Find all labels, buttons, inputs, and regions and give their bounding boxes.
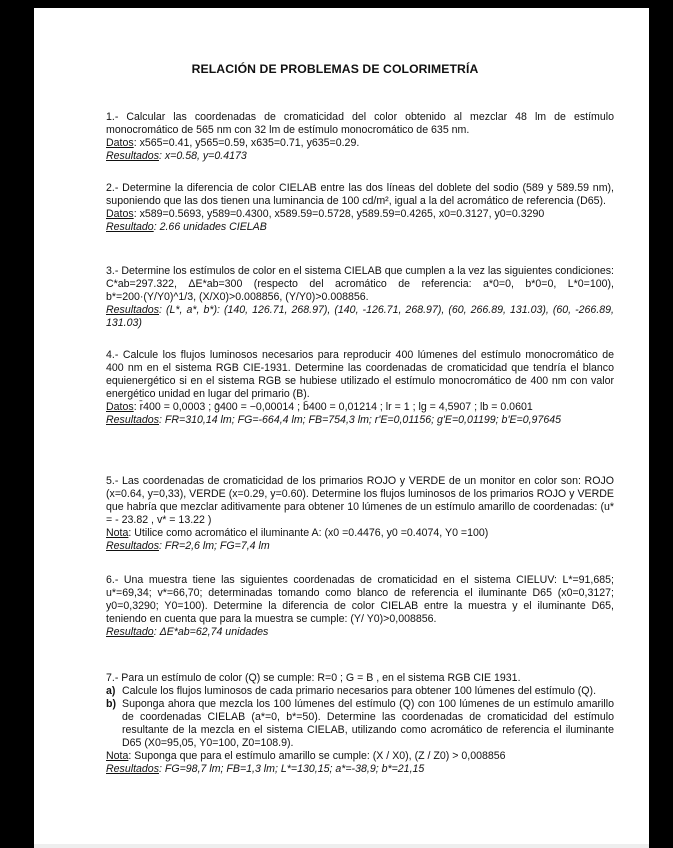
problem-result: : (L*, a*, b*): (140, 126.71, 268.97), (140, -126.71, 268.97), (60, 266.89, 131.03), (60, -266.89, 131.03) bbox=[106, 304, 614, 329]
sub-question bbox=[106, 685, 614, 698]
sub-question-marker: b) bbox=[106, 698, 116, 710]
result-label: Resultados bbox=[106, 304, 159, 316]
problem-data: : x589=0.5693, y589=0.4300, x589.59=0.5728, y589.59=0.4265, x0=0.3127, y0=0.3290 bbox=[133, 208, 545, 220]
problem-result: : ΔE*ab=62,74 unidades bbox=[153, 626, 269, 638]
problem-6 bbox=[106, 574, 614, 639]
sub-question-text: Calcule los flujos luminosos de cada primario necesarios para obtener 100 lúmenes del estímulo (Q). bbox=[122, 685, 597, 697]
data-label: Datos bbox=[106, 401, 134, 413]
data-label: Datos bbox=[106, 137, 134, 149]
problem-note: : Suponga que para el estímulo amarillo se cumple: (X / X0), (Z / Z0) > 0,008856 bbox=[128, 750, 506, 762]
problem-5 bbox=[106, 475, 614, 553]
problem-statement: 6.- Una muestra tiene las siguientes coordenadas de cromaticidad en el sistema CIELUV: L*=91,685; u*=69,34; v*=66,70; determinadas tomando como blanco de referencia el iluminante D65 (x0=0,3127; y0=0,3290; Y0=100). Determine la diferencia de color CIELAB entre la muestra y el iluminante D65, teniendo en cuenta que para la muestra se cumple: (Y/ Y0)>0,008856. bbox=[106, 574, 614, 625]
note-label: Nota bbox=[106, 750, 129, 762]
problem-result: : FR=310,14 lm; FG=-664,4 lm; FB=754,3 lm; r'E=0,01156; g'E=0,01199; b'E=0,97645 bbox=[159, 414, 562, 426]
result-label: Resultado bbox=[106, 221, 154, 233]
problem-7 bbox=[106, 672, 614, 776]
sub-question-text: Suponga ahora que mezcla los 100 lúmenes del estímulo (Q) con 100 lúmenes de un estímulo amarillo de coordenadas CIELAB (a*=0, b*=50). Determine las coordenadas de cromaticidad del estímulo resultante de la mezcla en el sistema CIELAB, utilizando como acromático de referencia el iluminante D65 (X0=95,05, Y0=100, Z0=108.9). bbox=[122, 698, 614, 749]
problem-data: : r̄400 = 0,0003 ; ḡ400 = −0,00014 ; b̄400 = 0,01214 ; lr = 1 ; lg = 4,5907 ; lb = 0.0601 bbox=[133, 401, 533, 413]
result-label: Resultados bbox=[106, 763, 159, 775]
problem-statement: 1.- Calcular las coordenadas de cromaticidad del color obtenido al mezclar 48 lm de estímulo monocromático de 565 nm con 32 lm de estímulo monocromático de 635 nm. bbox=[106, 111, 614, 136]
problem-statement: 2.- Determine la diferencia de color CIELAB entre las dos líneas del doblete del sodio (589 y 589.59 nm), suponiendo que las dos tienen una luminancia de 100 cd/m², igual a la del acromático de referencia (D65). bbox=[106, 182, 614, 207]
problem-result: : FR=2,6 lm; FG=7,4 lm bbox=[159, 540, 270, 552]
result-label: Resultados bbox=[106, 540, 159, 552]
problem-1 bbox=[106, 111, 614, 163]
problem-note: : Utilice como acromático el iluminante A: (x0 =0.4476, y0 =0.4074, Y0 =100) bbox=[128, 527, 489, 539]
sub-question-marker: a) bbox=[106, 685, 116, 697]
problem-data: : x565=0.41, y565=0.59, x635=0.71, y635=0.29. bbox=[133, 137, 360, 149]
problem-3 bbox=[106, 265, 614, 330]
result-label: Resultado bbox=[106, 626, 154, 638]
problem-4 bbox=[106, 349, 614, 427]
problem-statement: 7.- Para un estímulo de color (Q) se cumple: R=0 ; G = B , en el sistema RGB CIE 1931. bbox=[106, 672, 521, 684]
problem-statement: 4.- Calcule los flujos luminosos necesarios para reproducir 400 lúmenes del estímulo monocromático de 400 nm en el sistema RGB CIE-1931. Determine las coordenadas de cromaticidad que tendría el blanco equienergético si en el sistema RGB se hubiese utilizado el estímulo monocromático de 400 nm con valor energético unidad en lugar del primario (B). bbox=[106, 349, 614, 400]
problem-result: : 2.66 unidades CIELAB bbox=[153, 221, 267, 233]
document-page bbox=[34, 8, 649, 848]
result-label: Resultados bbox=[106, 414, 159, 426]
document-title: RELACIÓN DE PROBLEMAS DE COLORIMETRÍA bbox=[191, 62, 479, 76]
result-label: Resultados bbox=[106, 150, 159, 162]
sub-question-list bbox=[106, 685, 614, 750]
problem-statement: 5.- Las coordenadas de cromaticidad de los primarios ROJO y VERDE de un monitor en color son: ROJO (x=0.64, y=0,33), VERDE (x=0.29, y=0.60). Determine los flujos luminosos de los primarios ROJO y VERDE que habría que mezclar aditivamente para obtener 10 lúmenes de un estímulo amarillo de coordenadas: (u* = - 23.82 , v* = 13.22 ) bbox=[106, 475, 614, 526]
data-label: Datos bbox=[106, 208, 134, 220]
page-bottom-edge bbox=[34, 844, 649, 848]
problem-result: : FG=98,7 lm; FB=1,3 lm; L*=130,15; a*=-38,9; b*=21,15 bbox=[159, 763, 425, 775]
problem-statement: 3.- Determine los estímulos de color en el sistema CIELAB que cumplen a la vez las siguientes condiciones: C*ab=297.322, ΔE*ab=300 (respecto del acromático de referencia: a*0=0, b*0=0, L*0=100), b*=200·(Y/Y0)^1/3, (X/X0)>0.008856, (Y/Y0)>0.008856. bbox=[106, 265, 614, 303]
sub-question bbox=[106, 698, 614, 750]
problem-2 bbox=[106, 182, 614, 234]
problem-result: : x=0.58, y=0.4173 bbox=[159, 150, 247, 162]
note-label: Nota bbox=[106, 527, 129, 539]
